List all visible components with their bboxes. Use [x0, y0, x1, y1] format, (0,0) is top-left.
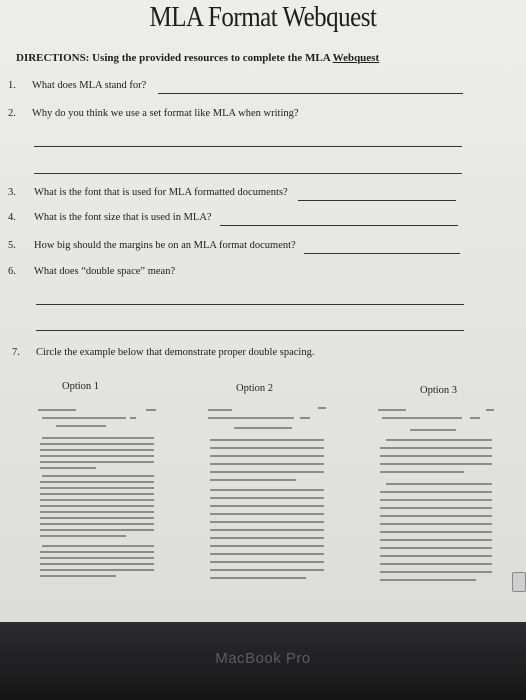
option-1-sample-image [36, 404, 160, 582]
option-1-label: Option 1 [62, 381, 100, 392]
question-1: What does MLA stand for? [32, 80, 147, 91]
device-brand: MacBook Pro [215, 650, 311, 667]
answer-line[interactable] [304, 253, 460, 254]
directions-text [16, 52, 379, 64]
page-edge-icon [512, 572, 526, 592]
option-2-sample-document[interactable] [206, 404, 330, 582]
question-number: 2. [8, 108, 16, 119]
answer-line[interactable] [36, 330, 464, 331]
question-2: Why do you think we use a set format like MLA when writing? [32, 108, 299, 119]
question-7: Circle the example below that demonstrate proper double spacing. [36, 347, 315, 358]
answer-line[interactable] [34, 173, 462, 174]
directions-underlined: Webquest [332, 52, 380, 64]
option-3-sample-document[interactable] [376, 404, 500, 582]
answer-line[interactable] [36, 304, 464, 305]
question-number: 3. [8, 187, 16, 198]
option-2-label: Option 2 [236, 383, 274, 394]
answer-line[interactable] [158, 93, 463, 94]
option-3-sample-image [376, 404, 500, 582]
directions-prefix: DIRECTIONS: Using the provided resources to complete the MLA [16, 52, 333, 64]
answer-line[interactable] [298, 200, 456, 201]
question-number: 4. [8, 212, 16, 223]
answer-line[interactable] [220, 225, 458, 226]
question-6: What does “double space” mean? [34, 266, 176, 277]
question-5: How big should the margins be on an MLA format document? [34, 240, 296, 251]
option-2-sample-image [206, 404, 330, 582]
question-number: 1. [8, 80, 16, 91]
option-3-label: Option 3 [420, 385, 458, 396]
question-number: 6. [8, 266, 16, 277]
question-4: What is the font size that is used in MLA? [34, 212, 212, 223]
question-3: What is the font that is used for MLA formatted documents? [34, 187, 288, 198]
answer-line[interactable] [34, 146, 462, 147]
question-number: 7. [12, 347, 20, 358]
question-number: 5. [8, 240, 16, 251]
option-1-sample-document[interactable] [36, 404, 160, 582]
page-title: MLA Format Webquest [149, 2, 377, 33]
